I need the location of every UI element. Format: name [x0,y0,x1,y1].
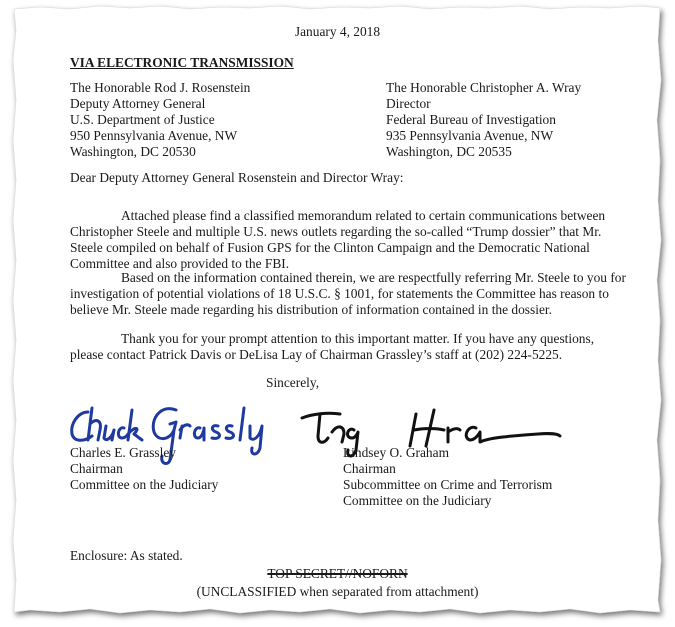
signer-committee: Committee on the Judiciary [70,477,219,492]
paragraph-line: Attached please find a classified memorandum related to certain communications between [121,208,606,223]
address-line: Federal Bureau of Investigation [386,112,556,127]
paragraph-line: Based on the information contained therein, we are respectfully referring Mr. Steele to you for [121,270,626,285]
struck-classification-marking [0,566,675,582]
address-line: Director [386,96,431,111]
signer-name: Lindsey O. Graham [343,445,449,460]
recipient-address-wray [386,80,581,160]
paragraph-line: Committee and also provided to the FBI. [70,256,290,271]
paragraph-line: please contact Patrick Davis or DeLisa Lay of Chairman Grassley’s staff at (202) 224-5225. [70,347,563,362]
signer-committee: Committee on the Judiciary [343,493,492,508]
closing: Sincerely, [266,375,320,390]
address-line: Deputy Attorney General [70,96,206,111]
paragraph-line: believe Mr. Steele made regarding his distribution of information contained in the dossier. [70,302,552,317]
body-paragraph-1 [70,208,610,272]
classification-text: TOP SECRET//NOFORN [267,566,408,581]
address-line: U.S. Department of Justice [70,112,215,127]
letter-date: January 4, 2018 [294,24,381,39]
address-line: Washington, DC 20530 [70,144,196,159]
body-paragraph-3 [70,331,610,363]
paragraph-line: Christopher Steele and multiple U.S. news outlets regarding the so-called “Trump dossier” that Mr. [70,224,602,239]
paragraph-line: investigation of potential violations of 18 U.S.C. § 1001, for statements the Committee has reason to [70,286,609,301]
paragraph-line: Steele compiled on behalf of Fusion GPS for the Clinton Campaign and the Democratic National [70,240,590,255]
signer-subcommittee: Subcommittee on Crime and Terrorism [343,477,553,492]
address-line: 950 Pennsylvania Avenue, NW [70,128,238,143]
signer-title: Chairman [343,461,396,476]
salutation: Dear Deputy Attorney General Rosenstein and Director Wray: [70,170,404,185]
recipient-address-rosenstein [70,80,250,160]
address-line: Washington, DC 20535 [386,144,512,159]
address-line: 935 Pennsylvania Avenue, NW [386,128,554,143]
paragraph-line: Thank you for your prompt attention to this important matter. If you have any questions, [121,331,595,346]
transmission-header: VIA ELECTRONIC TRANSMISSION [70,55,294,70]
classification-note: (UNCLASSIFIED when separated from attachment) [196,584,479,599]
body-paragraph-2 [70,270,626,318]
address-line: The Honorable Christopher A. Wray [386,80,582,95]
address-line: The Honorable Rod J. Rosenstein [70,80,251,95]
signature-block-grassley [70,445,218,493]
signer-name: Charles E. Grassley [70,445,176,460]
signer-title: Chairman [70,461,123,476]
enclosure-note: Enclosure: As stated. [70,548,183,563]
signature-block-graham [343,445,552,509]
